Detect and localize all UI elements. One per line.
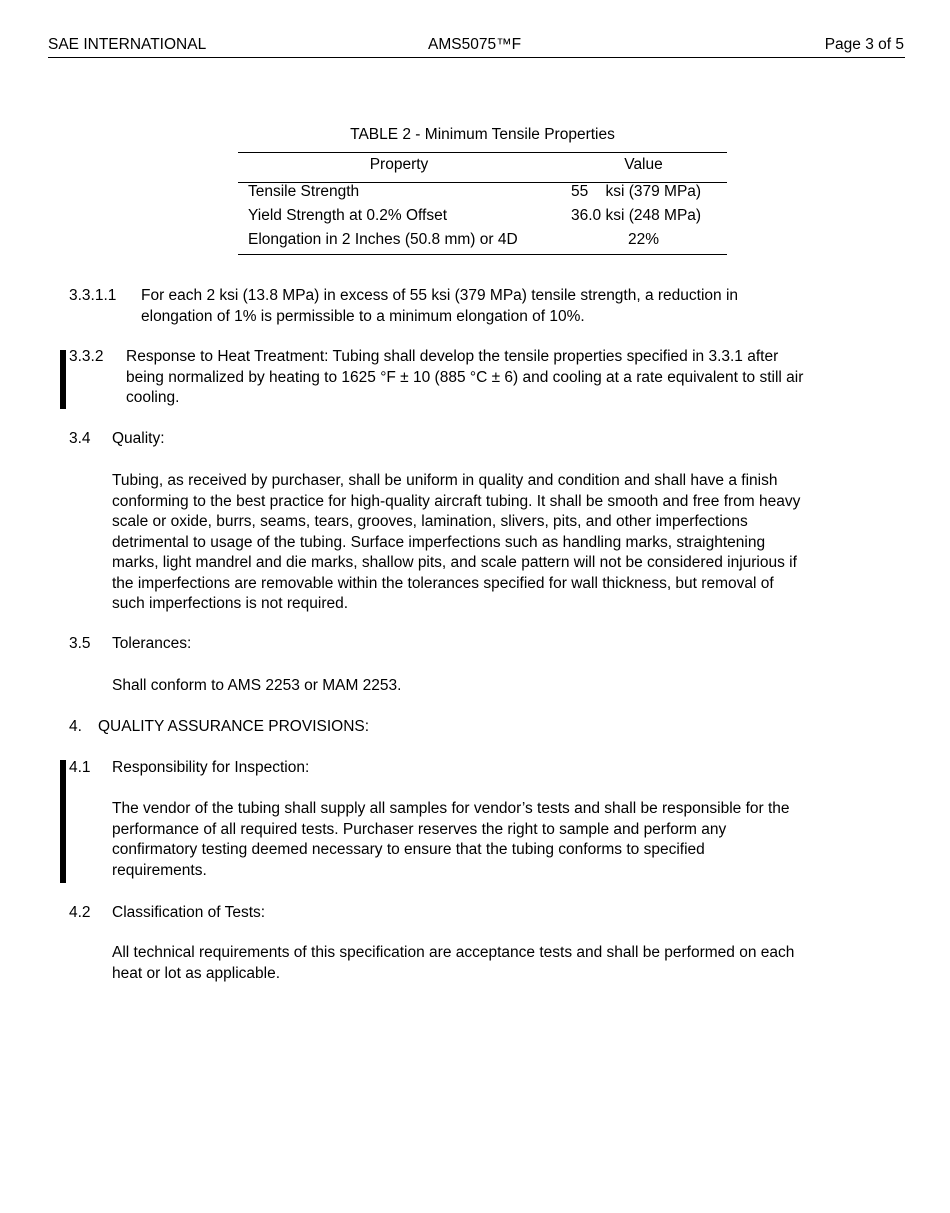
text-line: The vendor of the tubing shall supply all samples for vendor’s tests and shall be responsible for the: [112, 800, 790, 817]
text-line: All technical requirements of this specification are acceptance tests and shall be performed on each: [112, 944, 795, 961]
revision-bar: [60, 350, 66, 409]
section-number: 4.: [69, 718, 82, 735]
revision-bar: [60, 760, 66, 883]
text-line: conforming to the best practice for high-quality aircraft tubing. It shall be smooth and free from heavy: [112, 492, 801, 510]
section-3-5-text: [112, 676, 401, 697]
table-title: TABLE 2 - Minimum Tensile Properties: [350, 126, 615, 143]
header-page-number: Page 3 of 5: [824, 36, 904, 53]
section-4-1-text: [112, 799, 790, 881]
table-top-rule: [238, 152, 727, 153]
text-line: Shall conform to AMS 2253 or MAM 2253.: [112, 677, 402, 694]
section-number: 3.5: [69, 635, 91, 652]
text-line: the imperfections are removable within the tolerances specified for wall thickness, but removal of: [112, 574, 774, 592]
table-header-property: Property: [369, 156, 429, 173]
section-heading: QUALITY ASSURANCE PROVISIONS:: [98, 718, 370, 735]
section-heading: Tolerances:: [112, 635, 192, 652]
text-line: cooling.: [126, 389, 180, 406]
table-cell-value: 22%: [627, 231, 660, 248]
text-line: requirements.: [112, 861, 207, 879]
text-line: confirmatory testing deemed necessary to ensure that the tubing conforms to specified: [112, 841, 705, 858]
section-4-2-text: [112, 943, 794, 984]
section-number: 3.3.2: [69, 348, 104, 365]
section-number: 3.3.1.1: [69, 287, 117, 304]
text-line: heat or lot as applicable.: [112, 964, 281, 982]
text-line: For each 2 ksi (13.8 MPa) in excess of 55 ksi (379 MPa) tensile strength, a reduction in: [141, 287, 739, 304]
table-cell-property: Elongation in 2 Inches (50.8 mm) or 4D: [248, 231, 518, 248]
text-line: Tubing, as received by purchaser, shall be uniform in quality and condition and shall have a finish: [112, 472, 778, 489]
text-line: being normalized by heating to 1625 °F ± 10 (885 °C ± 6) and cooling at a rate equivalent to still air: [126, 368, 804, 386]
section-number: 4.2: [69, 904, 91, 921]
table-cell-value: 36.0 ksi (248 MPa): [571, 207, 702, 224]
section-heading: Classification of Tests:: [112, 904, 266, 921]
table-bottom-rule: [238, 254, 727, 255]
section-heading: Responsibility for Inspection:: [112, 759, 310, 776]
header-doc-id: AMS5075™F: [428, 36, 522, 53]
text-line: performance of all required tests. Purchaser reserves the right to sample and perform any: [112, 820, 727, 838]
table-cell-property: Tensile Strength: [248, 183, 360, 200]
header-org: SAE INTERNATIONAL: [48, 36, 207, 53]
section-3-3-1-1-text: [141, 286, 738, 327]
header-rule: [48, 57, 905, 58]
section-3-4-text: [112, 471, 800, 615]
text-line: detrimental to usage of the tubing. Surface imperfections such as handling marks, straightening: [112, 533, 766, 551]
table-cell-property: Yield Strength at 0.2% Offset: [248, 207, 448, 224]
text-line: marks, light mandrel and die marks, shallow pits, and scale pattern will not be considered injurious if: [112, 554, 797, 571]
table-cell-value: 55 ksi (379 MPa): [571, 183, 702, 200]
text-line: such imperfections is not required.: [112, 595, 349, 612]
text-line: elongation of 1% is permissible to a minimum elongation of 10%.: [141, 307, 585, 325]
section-heading: Quality:: [112, 430, 165, 447]
text-line: scale or oxide, burrs, seams, tears, grooves, lamination, slivers, pits, and other imperfections: [112, 513, 748, 530]
section-3-3-2-text: [126, 347, 803, 409]
table-header-value: Value: [624, 156, 663, 173]
section-number: 4.1: [69, 759, 91, 776]
text-line: Response to Heat Treatment: Tubing shall develop the tensile properties specified in 3.3.1 after: [126, 348, 779, 365]
section-number: 3.4: [69, 430, 91, 447]
